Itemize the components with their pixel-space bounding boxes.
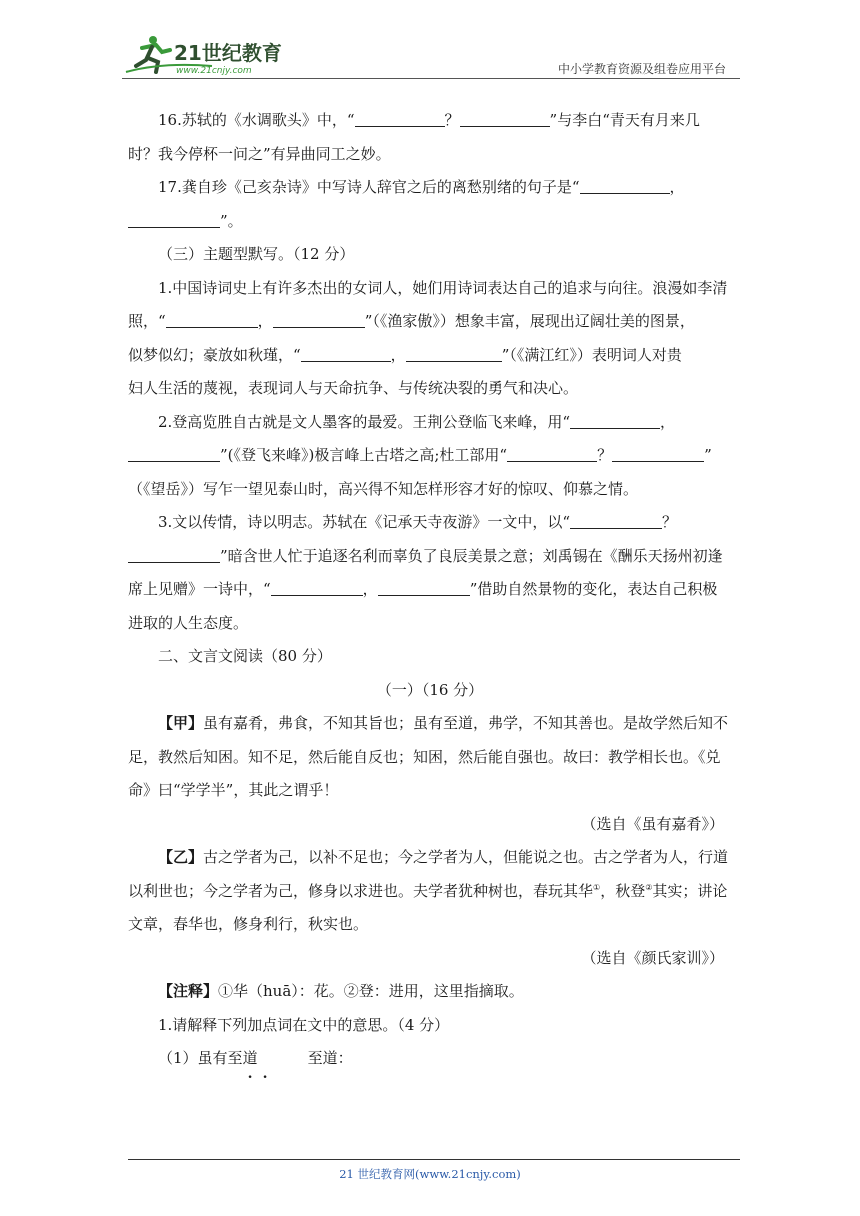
passage-jia-line-2: 足，教然后知困。知不足，然后能自反也；知困，然后能自强也。故曰：教学相长也。《兑	[128, 747, 721, 766]
passage-jia-line-3: 命》曰“学学半”，其此之谓乎！	[128, 781, 339, 799]
item-3-line-3: 席上见赠》一诗中，“ ， ”借助自然景物的变化，表达自己积极	[128, 580, 718, 598]
item-2-line-2: ”(《登飞来峰》)极言峰上古塔之高;杜工部用“ ？ ”	[128, 439, 732, 473]
item-1-line-4: 妇人生活的蔑视，表现词人与天命抗争、与传统决裂的勇气和决心。	[128, 379, 579, 397]
item-1-line-2: 照，“ ， ”（《渔家傲》）想象丰富，展现出辽阔壮美的图景，	[128, 312, 695, 330]
answer-blank	[378, 580, 470, 596]
answer-blank	[570, 513, 662, 529]
question-17-cont: ”。	[128, 205, 732, 239]
sub-section-1-title: （一）（16 分）	[376, 680, 484, 699]
item-1-line-3: 似梦似幻；豪放如秋瑾，“ ， ”（《满江红》）表明词人对贵	[128, 345, 682, 364]
passage-yi-line-3: 文章，春华也，修身利行，秋实也。	[128, 915, 369, 933]
answer-blank	[128, 212, 220, 228]
question-16: 16.苏轼的《水调歌头》中，“ ？ ”与李白“青天有月来几	[158, 111, 700, 129]
footer-divider	[128, 1159, 740, 1160]
question-1-title: 1.请解释下列加点词在文中的意思。（4 分）	[158, 1015, 450, 1034]
answer-blank	[355, 111, 445, 127]
item-1-line-1: 1.中国诗词史上有许多杰出的女词人，她们用诗词表达自己的追求与向往。浪漫如李清	[158, 278, 728, 297]
footer-text: 21 世纪教育网(www.21cnjy.com)	[339, 1167, 521, 1181]
answer-blank	[580, 178, 670, 194]
item-3-line-4: 进取的人生态度。	[128, 613, 249, 632]
header-platform-text: 中小学教育资源及组卷应用平台	[557, 62, 726, 76]
logo-21cnjy	[122, 32, 302, 76]
section-2-title: 二、文言文阅读（80 分）	[158, 647, 332, 665]
answer-blank	[612, 446, 704, 462]
passage-jia-source: （选自《虽有嘉肴》）	[581, 814, 724, 833]
question-16-cont: 时？我今停杯一问之”有异曲同工之妙。	[128, 144, 391, 163]
header-divider	[122, 78, 740, 79]
passage-yi-source: （选自《颜氏家训》）	[581, 948, 724, 967]
answer-blank	[406, 346, 502, 362]
section-3-title: （三）主题型默写。（12 分）	[158, 245, 355, 263]
answer-blank	[570, 413, 660, 429]
page-header	[122, 30, 740, 78]
passage-yi-line-2: 以利世也；今之学者为己，修身以求进也。夫学者犹种树也，春玩其华①，秋登②其实；讲论	[128, 881, 728, 900]
answer-blank	[166, 312, 258, 328]
svg-text:www.21cnjy.com: www.21cnjy.com	[176, 66, 252, 76]
annotation: 【注释】①华（huā）：花。②登：进用，这里指摘取。	[158, 982, 524, 1000]
answer-blank	[460, 111, 550, 127]
passage-yi-line-1: 【乙】古之学者为己，以补不足也；今之学者为人，但能说之也。古之学者为人，行道	[158, 848, 729, 866]
item-2-line-3: （《望岳》）写乍一望见泰山时，高兴得不知怎样形容才好的惊叹、仰慕之情。	[128, 479, 639, 498]
item-2-line-1: 2.登高览胜自古就是文人墨客的最爱。王荆公登临飞来峰，用“ ，	[158, 412, 675, 431]
passage-jia-line-1: 【甲】虽有嘉肴，弗食，不知其旨也；虽有至道，弗学，不知其善也。是故学然后知不	[158, 714, 729, 732]
svg-text:21世纪教育: 21世纪教育	[174, 41, 282, 65]
answer-blank	[128, 446, 220, 462]
item-3-line-2: ”暗含世人忙于追逐名利而辜负了良辰美景之意；刘禹锡在《酬乐天扬州初逢	[128, 540, 732, 574]
answer-blank	[271, 580, 363, 596]
answer-blank	[507, 446, 597, 462]
item-3-line-1: 3.文以传情，诗以明志。苏轼在《记承天寺夜游》一文中，以“ ？	[158, 513, 677, 531]
answer-blank	[301, 346, 391, 362]
answer-blank	[128, 547, 220, 563]
question-1-item-1: （1）虽有至道 至道：	[158, 1049, 353, 1067]
answer-blank	[273, 312, 365, 328]
question-17: 17.龚自珍《己亥杂诗》中写诗人辞官之后的离愁别绪的句子是“ ，	[158, 178, 685, 196]
page-content	[128, 104, 732, 1076]
